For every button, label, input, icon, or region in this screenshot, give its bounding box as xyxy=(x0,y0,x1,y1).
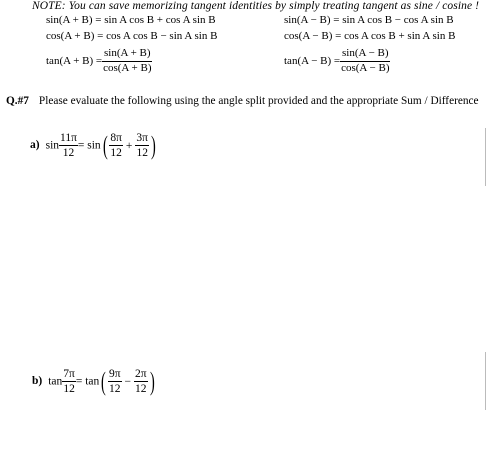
tan-sum-fraction xyxy=(102,48,152,74)
tan-diff-numerator: sin(A − B) xyxy=(340,48,390,62)
question-text: Please evaluate the following using the angle split provided and the appropriate Sum / Difference xyxy=(38,95,479,107)
part-b-eq-fn: = tan xyxy=(75,375,100,388)
part-a-term1-num: 8π xyxy=(109,132,123,146)
part-a-eq-fn: = sin xyxy=(77,139,101,152)
part-a-operator: + xyxy=(125,139,133,152)
part-a-term2-num: 3π xyxy=(135,132,149,146)
part-a-term1 xyxy=(109,132,123,159)
tan-diff-lhs: tan(A − B) = xyxy=(284,55,341,68)
part-b-term2 xyxy=(134,368,148,395)
part-b-fn: tan xyxy=(48,375,63,388)
part-b-term1-num: 9π xyxy=(108,368,122,382)
part-b-term2-den: 12 xyxy=(135,383,147,396)
part-a-lhs-den: 12 xyxy=(62,147,75,160)
part-a-lhs-num: 11π xyxy=(59,132,78,146)
identity-tan-diff xyxy=(284,48,390,74)
identity-tan-sum xyxy=(46,48,152,74)
identity-cos-diff: cos(A − B) = cos A cos B + sin A sin B xyxy=(284,30,456,42)
right-paren: ) xyxy=(149,366,155,396)
part-b-term1 xyxy=(108,368,122,395)
left-paren: ( xyxy=(102,130,108,160)
part-b xyxy=(32,368,156,395)
identity-sin-diff: sin(A − B) = sin A cos B − cos A sin B xyxy=(284,14,454,26)
part-b-term1-den: 12 xyxy=(108,383,121,396)
part-a-term2-den: 12 xyxy=(136,147,148,160)
part-a-term1-den: 12 xyxy=(110,147,122,160)
part-a xyxy=(30,132,158,159)
tan-sum-denominator: cos(A + B) xyxy=(103,61,152,74)
tan-diff-fraction xyxy=(340,48,390,74)
part-b-lhs-fraction xyxy=(62,368,76,395)
part-b-lhs-den: 12 xyxy=(63,383,75,396)
part-b-lhs-num: 7π xyxy=(62,368,76,382)
part-a-lhs-fraction xyxy=(59,132,78,159)
question-line xyxy=(6,95,479,107)
part-a-label: a) xyxy=(30,139,40,152)
identity-sin-sum: sin(A + B) = sin A cos B + cos A sin B xyxy=(46,14,216,26)
left-paren: ( xyxy=(101,366,107,396)
tan-diff-denominator: cos(A − B) xyxy=(341,61,390,74)
tan-sum-lhs: tan(A + B) = xyxy=(46,55,103,68)
part-b-label: b) xyxy=(32,375,43,388)
question-number: Q.#7 xyxy=(6,95,29,107)
identity-cos-sum: cos(A + B) = cos A cos B − sin A sin B xyxy=(46,30,218,42)
note-text: NOTE: You can save memorizing tangent identities by simply treating tangent as sine / cosine ! xyxy=(32,0,480,12)
part-b-term2-num: 2π xyxy=(134,368,148,382)
part-b-operator: − xyxy=(124,375,132,388)
part-a-term2 xyxy=(135,132,149,159)
tan-sum-numerator: sin(A + B) xyxy=(102,48,152,62)
part-a-fn: sin xyxy=(45,139,60,152)
right-paren: ) xyxy=(150,130,156,160)
